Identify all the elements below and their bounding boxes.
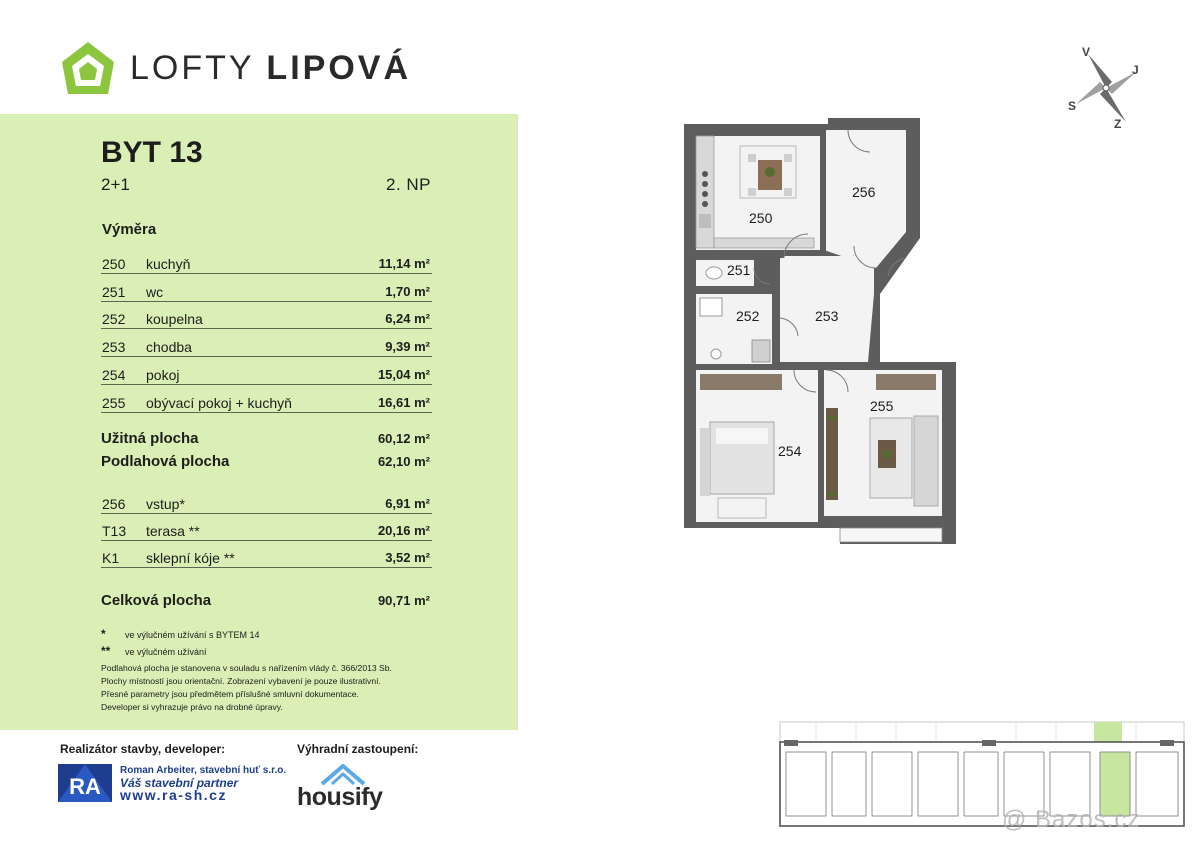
watermark: @ Bazos.cz xyxy=(1002,806,1141,833)
compass-icon xyxy=(1066,44,1146,132)
extra-number: 256 xyxy=(102,496,126,512)
extra-area: 20,16 m² xyxy=(377,523,430,538)
total-area-value: 90,71 m² xyxy=(377,593,430,608)
floor-area-row xyxy=(101,451,432,471)
extra-area: 6,91 m² xyxy=(385,496,430,511)
compass-south: J xyxy=(1132,63,1139,77)
extra-row xyxy=(101,548,432,568)
extra-number: T13 xyxy=(102,523,127,539)
brand-name xyxy=(130,49,411,88)
disclaimer-line: Přesné parametry jsou předmětem příslušné smluvní dokumentace. xyxy=(101,689,359,699)
footnote-mark: ** xyxy=(101,644,111,658)
developer-web: www.ra-sh.cz xyxy=(120,787,227,803)
extra-name: vstup* xyxy=(146,496,185,512)
extra-row xyxy=(101,521,432,541)
room-number: 255 xyxy=(102,395,126,411)
floor-area-label: Podlahová plocha xyxy=(101,453,230,470)
footnote xyxy=(101,643,260,660)
footnote-mark: * xyxy=(101,627,106,641)
developer-info xyxy=(120,765,286,801)
ra-logo-text: RA xyxy=(69,774,101,799)
plan-label-256: 256 xyxy=(852,184,876,200)
brand-name-bold: LIPOVÁ xyxy=(266,48,411,87)
plan-label-251: 251 xyxy=(727,262,751,278)
floor-plan xyxy=(680,118,960,550)
compass-east: V xyxy=(1082,45,1091,59)
area-section-label: Výměra xyxy=(102,221,157,238)
room-row xyxy=(101,282,432,302)
room-number: 251 xyxy=(102,284,126,300)
developer-name: Roman Arbeiter, stavební huť s.r.o. xyxy=(120,765,287,776)
footnote xyxy=(101,626,260,643)
room-name: kuchyň xyxy=(146,256,191,272)
compass-north: S xyxy=(1068,99,1077,113)
room-number: 250 xyxy=(102,256,126,272)
usable-area-label: Užitná plocha xyxy=(101,430,199,447)
room-area: 11,14 m² xyxy=(378,256,430,271)
plan-label-255: 255 xyxy=(870,398,894,414)
room-area: 16,61 m² xyxy=(377,395,430,410)
ra-logo-icon xyxy=(58,764,112,802)
room-name: chodba xyxy=(146,339,192,355)
room-row xyxy=(101,365,432,385)
unit-title: BYT 13 xyxy=(101,136,203,169)
total-area-row xyxy=(101,590,432,610)
disclaimer-line: Plochy místností jsou orientační. Zobrazení vybavení je pouze ilustrativní. xyxy=(101,676,381,686)
developer-slogan: Váš stavební partner xyxy=(120,776,239,790)
total-area-label: Celková plocha xyxy=(101,592,212,609)
room-row xyxy=(101,393,432,413)
floor-area-value: 62,10 m² xyxy=(377,454,430,469)
house-leaf-logo-icon xyxy=(60,40,116,96)
extra-row xyxy=(101,494,432,514)
room-name: koupelna xyxy=(146,311,203,327)
room-name: obývací pokoj + kuchyň xyxy=(146,395,292,411)
room-row xyxy=(101,309,432,329)
usable-area-value: 60,12 m² xyxy=(377,431,430,446)
room-name: wc xyxy=(146,284,164,300)
brand-logo xyxy=(60,40,411,96)
disclaimer-line: Podlahová plocha je stanovena v souladu s nařízením vlády č. 366/2013 Sb. xyxy=(101,663,392,673)
unit-type: 2+1 xyxy=(101,175,130,194)
usable-area-row xyxy=(101,428,432,448)
room-area: 9,39 m² xyxy=(385,339,430,354)
floor-plan-drawing xyxy=(680,118,960,550)
plan-label-250: 250 xyxy=(749,210,773,226)
unit-floor: 2. NP xyxy=(386,175,432,194)
compass-west: Z xyxy=(1114,117,1122,131)
room-number: 252 xyxy=(102,311,126,327)
brand-name-light: LOFTY xyxy=(130,48,254,87)
footnotes xyxy=(101,626,260,660)
extra-name: terasa ** xyxy=(146,523,200,539)
footnote-text: ve výlučném užívání s BYTEM 14 xyxy=(125,630,260,640)
plan-label-252: 252 xyxy=(736,308,760,324)
room-area: 6,24 m² xyxy=(385,311,430,326)
room-name: pokoj xyxy=(146,367,180,383)
extra-name: sklepní kóje ** xyxy=(146,550,235,566)
extra-area: 3,52 m² xyxy=(385,550,430,565)
room-row xyxy=(101,254,432,274)
housify-logo-text: housify xyxy=(297,783,383,811)
room-number: 254 xyxy=(102,367,126,383)
room-row xyxy=(101,337,432,357)
disclaimer-line: Developer si vyhrazuje právo na drobné úpravy. xyxy=(101,702,283,712)
plan-label-253: 253 xyxy=(815,308,839,324)
room-number: 253 xyxy=(102,339,126,355)
footnote-text: ve výlučném užívání xyxy=(125,647,207,657)
disclaimer xyxy=(101,662,461,714)
developer-label: Realizátor stavby, developer: xyxy=(60,742,226,756)
room-area: 1,70 m² xyxy=(385,284,430,299)
agent-label: Výhradní zastoupení: xyxy=(297,742,419,756)
room-area: 15,04 m² xyxy=(377,367,430,382)
plan-label-254: 254 xyxy=(778,443,802,459)
extra-number: K1 xyxy=(102,550,120,566)
